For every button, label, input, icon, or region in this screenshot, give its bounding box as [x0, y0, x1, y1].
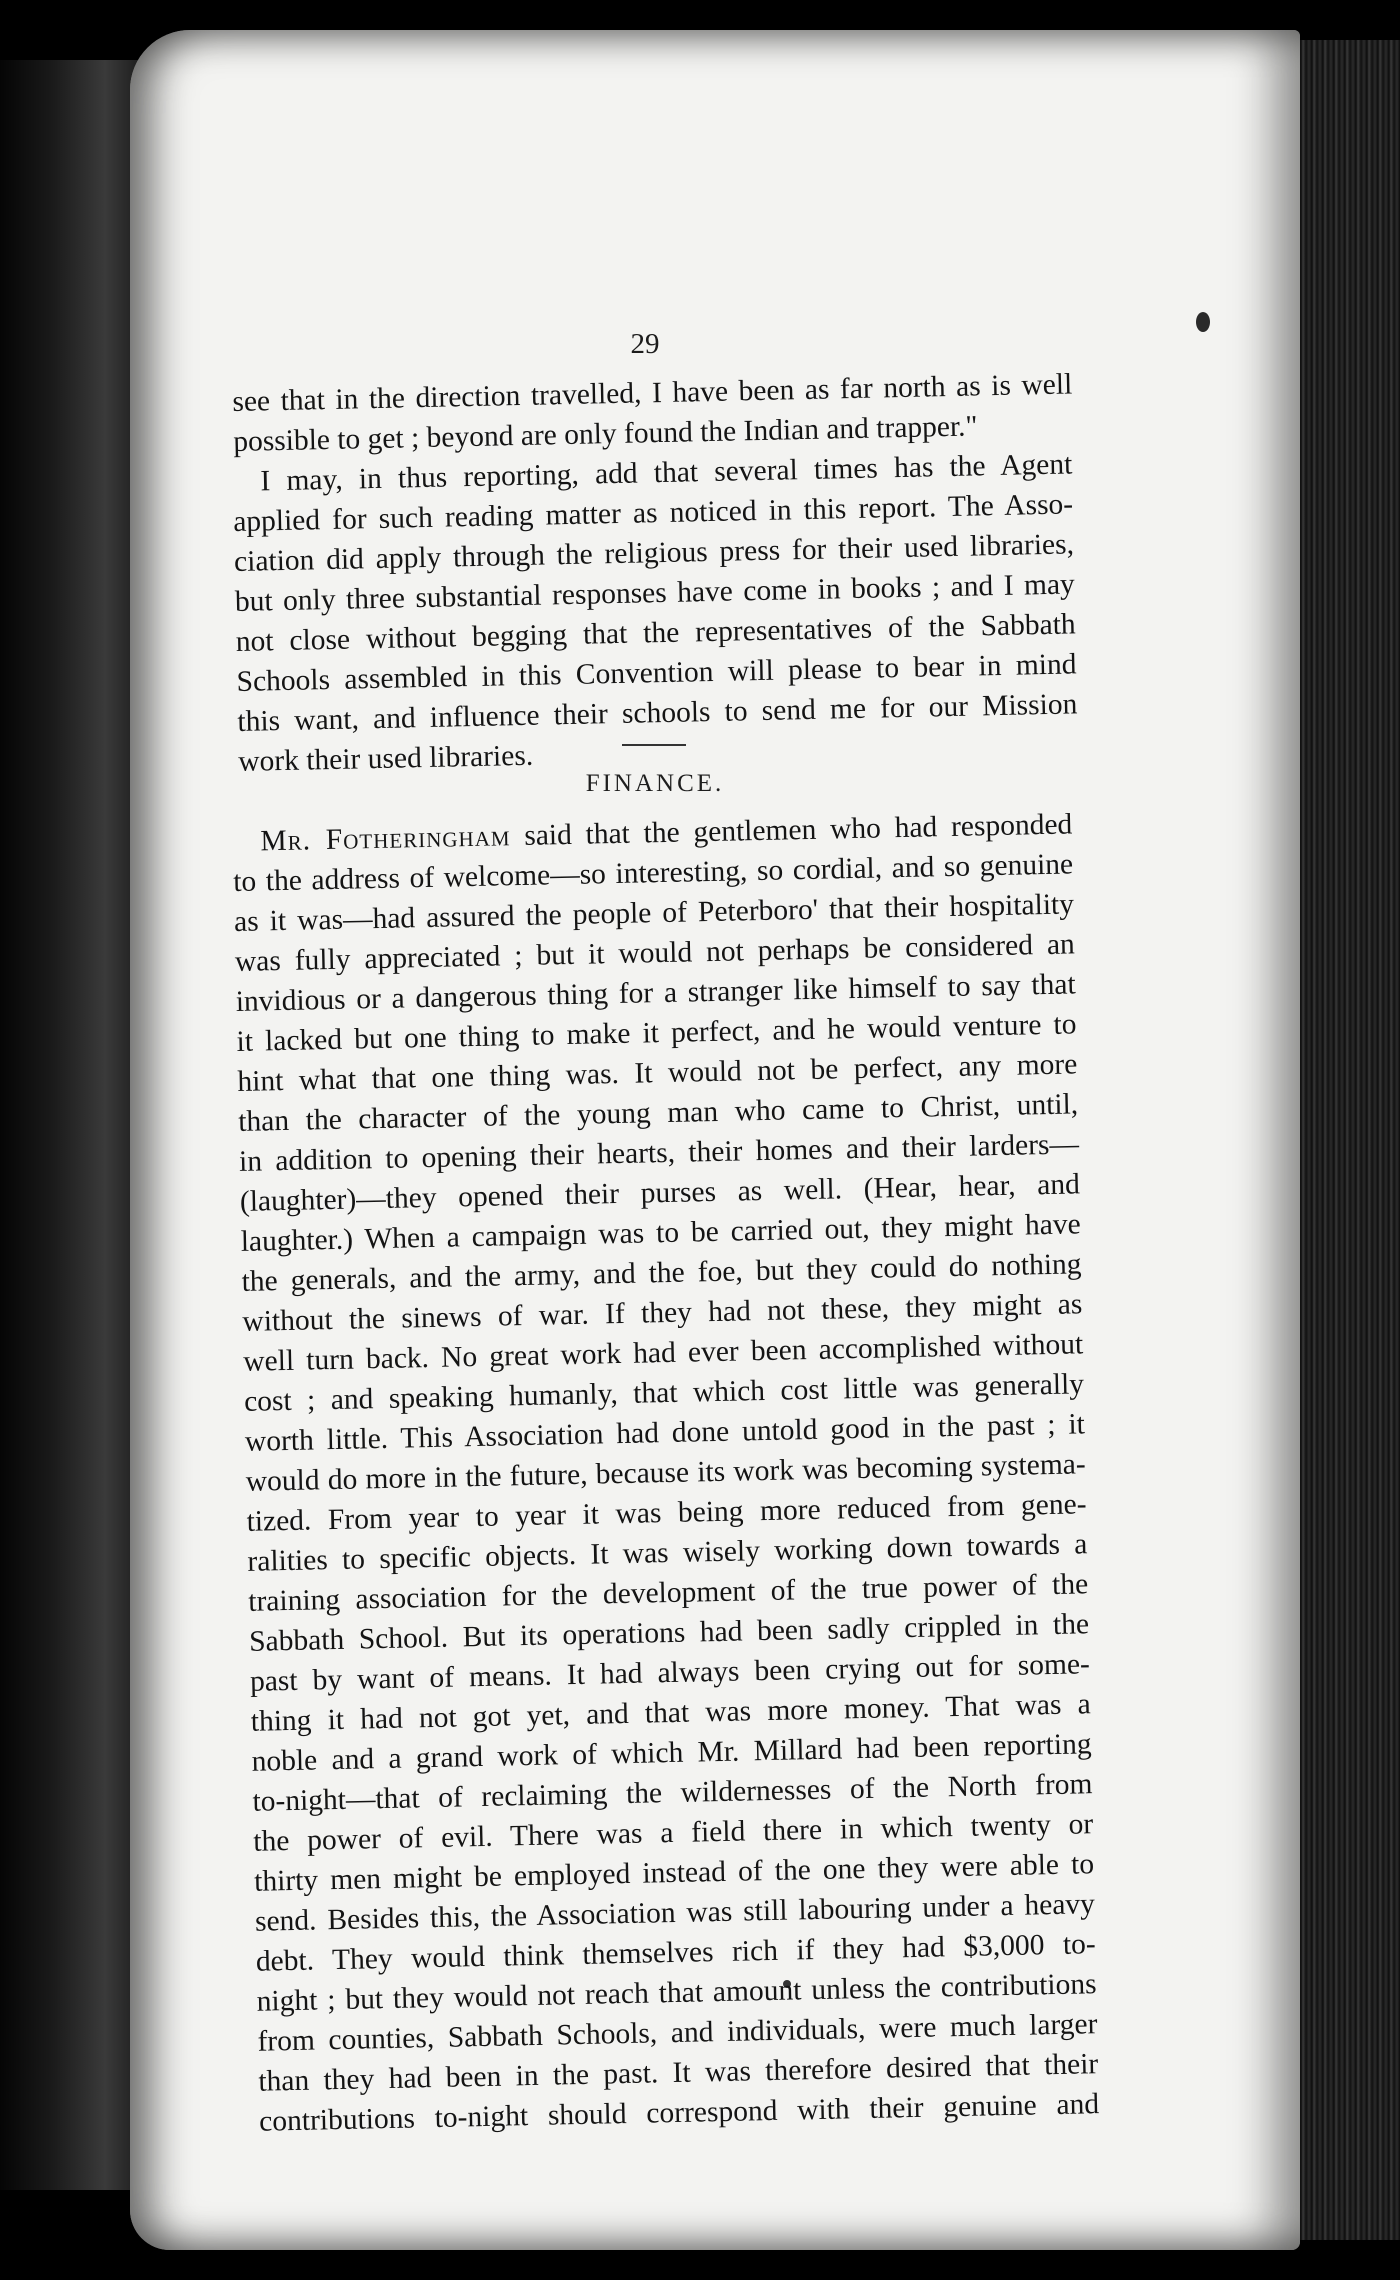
text-line: to-night—that of reclaiming the wildernesses of the North from	[252, 1768, 1093, 1818]
text-line: work their used libraries.	[237, 739, 534, 778]
ink-blot	[1196, 312, 1210, 332]
text-line: training association for the development of the true power of the	[248, 1568, 1089, 1618]
text-line: well turn back. No great work had ever been accomplished without	[242, 1328, 1084, 1378]
text-line: send. Besides this, the Association was still labouring under a heavy	[254, 1888, 1096, 1938]
text-line: from counties, Sabbath Schools, and individuals, were much larger	[257, 2008, 1098, 2058]
text-line: than the character of the young man who came to Christ, until,	[237, 1088, 1079, 1138]
section-divider	[622, 744, 686, 746]
text-line: see that in the direction travelled, I have been as far north as is well	[232, 368, 1073, 418]
text-line: invidious or a dangerous thing for a stranger like himself to say that	[235, 968, 1076, 1018]
text-fragment: said that the gentlemen who had responded	[510, 808, 1073, 853]
text-line: thing it had not got yet, and that was more money. That was a	[250, 1688, 1091, 1738]
text-line: noble and a grand work of which Mr. Millard had been reporting	[251, 1728, 1092, 1778]
text-line: without the sinews of war. If they had not these, they might as	[242, 1288, 1083, 1338]
finance-paragraph	[232, 804, 1099, 2141]
text-line: Sabbath School. But its operations had been sadly crippled in the	[248, 1608, 1090, 1658]
text-line: past by want of means. It had always been crying out for some-	[249, 1648, 1091, 1698]
text-line: thirty men might be employed instead of the one they were able to	[253, 1848, 1095, 1898]
text-line: possible to get ; beyond are only found the Indian and trapper."	[232, 410, 978, 458]
text-line: debt. They would think themselves rich if they had $3,000 to-	[255, 1928, 1097, 1978]
text-line: in addition to opening their hearts, their homes and their larders—	[238, 1128, 1080, 1178]
text-line: not close without begging that the representatives of the Sabbath	[235, 608, 1076, 658]
text-line: (laughter)—they opened their purses as well. (Hear, hear, and	[239, 1168, 1081, 1218]
text-line: hint what that one thing was. It would not be perfect, any more	[237, 1048, 1078, 1098]
text-line: I may, in thus reporting, add that several times has the Agent	[260, 448, 1073, 498]
text-line: ciation did apply through the religious press for their used libraries,	[233, 528, 1075, 578]
text-line: worth little. This Association had done untold good in the past ; it	[244, 1408, 1086, 1458]
speaker-name: Mr. Fotheringham	[260, 820, 511, 858]
text-line: this want, and influence their schools to send me for our Mission	[237, 688, 1078, 738]
book-page-edges	[1295, 40, 1400, 2240]
text-line: laughter.) When a campaign was to be carried out, they might have	[240, 1208, 1081, 1258]
text-line: the generals, and the army, and the foe, but they could do nothing	[241, 1248, 1082, 1298]
page-number: 29	[630, 328, 660, 360]
text-line: night ; but they would not reach that amount unless the contributions	[256, 1968, 1097, 2018]
text-line: applied for such reading matter as noticed in this report. The Asso-	[232, 488, 1074, 538]
text-line: would do more in the future, because its work was becoming systema-	[245, 1448, 1086, 1498]
report-paragraph	[232, 444, 1079, 782]
text-line: ralities to specific objects. It was wisely working down towards a	[247, 1528, 1088, 1578]
text-line: it lacked but one thing to make it perfect, and he would venture to	[236, 1008, 1077, 1058]
section-heading: FINANCE.	[585, 770, 725, 797]
text-line: was fully appreciated ; but it would not perhaps be considered an	[234, 928, 1076, 978]
text-line: but only three substantial responses have come in books ; and I may	[234, 568, 1076, 618]
text-line: cost ; and speaking humanly, that which cost little was generally	[243, 1368, 1085, 1418]
text-line: contributions to-night should correspond with their genuine and	[258, 2088, 1100, 2138]
text-line: as it was—had assured the people of Peterboro' that their hospitality	[233, 888, 1075, 938]
text-line: tized. From year to year it was being more reduced from gene-	[246, 1488, 1087, 1538]
text-line: than they had been in the past. It was therefore desired that their	[258, 2048, 1099, 2098]
text-line: to the address of welcome—so interesting, so cordial, and so genuine	[232, 848, 1074, 898]
facing-page-edge	[0, 60, 150, 2190]
text-line: the power of evil. There was a field there in which twenty or	[253, 1808, 1094, 1858]
text-line: Schools assembled in this Convention will please to bear in mind	[236, 648, 1077, 698]
